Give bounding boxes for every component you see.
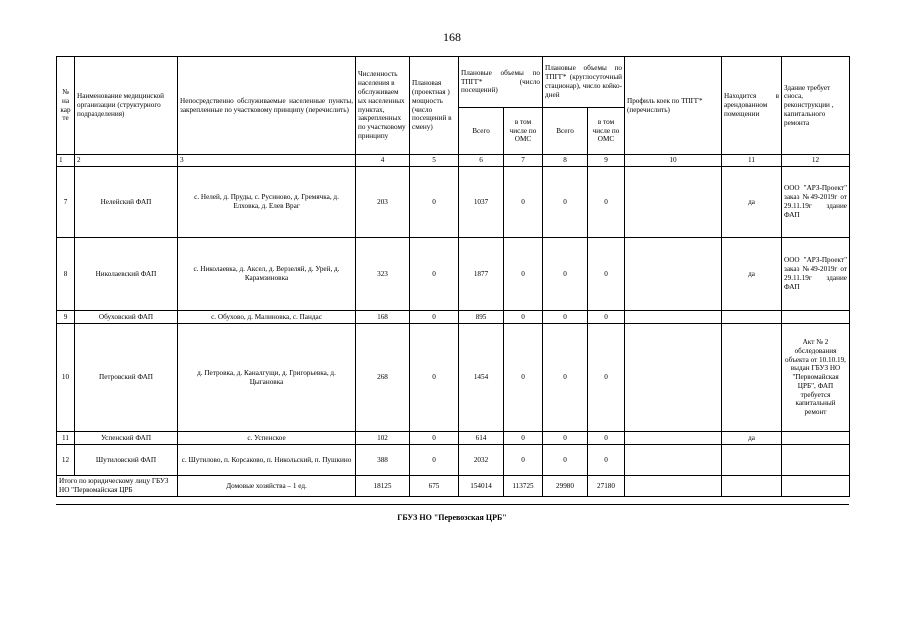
visits-oms: 0 — [504, 432, 543, 445]
table-row — [57, 432, 850, 445]
visits-total: 1037 — [459, 167, 504, 238]
column-number: 3 — [178, 155, 356, 167]
header-cell: Плановая (проектная ) мощность (число посещений в смену) — [410, 57, 459, 155]
visits-total: 1454 — [459, 324, 504, 432]
header-cell: Численность населения в обслуживаем ых населенных пунктах, закрепленных по участковому принципу — [356, 57, 410, 155]
total-beds-total: 29980 — [543, 476, 588, 497]
facility-name: Успенский ФАП — [75, 432, 178, 445]
bed-profile — [625, 311, 722, 324]
repair-note: ООО "АРЗ-Проект" заказ №49-2019г от 29.11.19г здание ФАП — [782, 167, 850, 238]
row-number: 12 — [57, 445, 75, 476]
header-cell: Здание требует сноса, реконструкции , капитального ремонта — [782, 57, 850, 155]
table-row — [57, 167, 850, 238]
beds-total: 0 — [543, 432, 588, 445]
population: 268 — [356, 324, 410, 432]
column-number: 11 — [722, 155, 782, 167]
section-title: ГБУЗ НО "Перевозская ЦРБ" — [397, 513, 507, 522]
facility-name: Нелейский ФАП — [75, 167, 178, 238]
total-repair — [782, 476, 850, 497]
beds-oms: 0 — [588, 167, 625, 238]
capacity: 0 — [410, 445, 459, 476]
total-beds-oms: 27180 — [588, 476, 625, 497]
visits-oms: 0 — [504, 445, 543, 476]
header-cell: Непосредственно обслуживаемые населенные пункты, закрепленные по участковому принципу (перечислить) — [178, 57, 356, 155]
repair-note: Акт № 2 обследования объекта от 10.10.19, выдан ГБУЗ НО "Первомайская ЦРБ", ФАП требуется капитальный ремонт — [782, 324, 850, 432]
column-number-row — [57, 155, 850, 167]
beds-oms: 0 — [588, 324, 625, 432]
total-settlements: Домовые хозяйства – 1 ед. — [178, 476, 356, 497]
row-number: 11 — [57, 432, 75, 445]
bed-profile — [625, 167, 722, 238]
visits-total: 614 — [459, 432, 504, 445]
bed-profile — [625, 432, 722, 445]
rented — [722, 311, 782, 324]
header-cell: № на кар те — [57, 57, 75, 155]
visits-oms: 0 — [504, 238, 543, 311]
visits-total: 2032 — [459, 445, 504, 476]
column-number: 5 — [410, 155, 459, 167]
row-number: 8 — [57, 238, 75, 311]
beds-oms: 0 — [588, 445, 625, 476]
capacity: 0 — [410, 324, 459, 432]
header-cell: Профиль коек по ТПГГ* (перечислить) — [625, 57, 722, 155]
population: 102 — [356, 432, 410, 445]
bed-profile — [625, 238, 722, 311]
table-row — [57, 445, 850, 476]
repair-note — [782, 432, 850, 445]
header-cell: в том числе по ОМС — [588, 108, 625, 155]
capacity: 0 — [410, 238, 459, 311]
capacity: 0 — [410, 167, 459, 238]
section-divider — [56, 504, 849, 505]
beds-total: 0 — [543, 311, 588, 324]
header-cell: Плановые объемы по ТПГГ* (число посещений) — [459, 57, 543, 108]
settlements: с. Обухово, д. Малиновка, с. Пандас — [178, 311, 356, 324]
visits-oms: 0 — [504, 324, 543, 432]
column-number: 8 — [543, 155, 588, 167]
bed-profile — [625, 324, 722, 432]
visits-total: 1877 — [459, 238, 504, 311]
row-number: 7 — [57, 167, 75, 238]
rented: да — [722, 432, 782, 445]
facility-name: Обуховский ФАП — [75, 311, 178, 324]
column-number: 4 — [356, 155, 410, 167]
total-label: Итого по юридическому лицу ГБУЗ НО "Первомайская ЦРБ — [57, 476, 178, 497]
header-row — [57, 57, 850, 108]
settlements: с. Шутилово, п. Корсаково, п. Никольский, п. Пушкино — [178, 445, 356, 476]
row-number: 9 — [57, 311, 75, 324]
rented — [722, 445, 782, 476]
beds-oms: 0 — [588, 238, 625, 311]
total-capacity: 675 — [410, 476, 459, 497]
table-row — [57, 311, 850, 324]
repair-note: ООО "АРЗ-Проект" заказ №49-2019г от 29.11.19г здание ФАП — [782, 238, 850, 311]
page-number: 168 — [443, 30, 461, 44]
header-cell: Плановые объемы по ТПГГ* (круглосуточный стационар), число койко-дней — [543, 57, 625, 108]
visits-oms: 0 — [504, 167, 543, 238]
table-row — [57, 324, 850, 432]
visits-oms: 0 — [504, 311, 543, 324]
capacity: 0 — [410, 432, 459, 445]
total-population: 18125 — [356, 476, 410, 497]
column-number: 12 — [782, 155, 850, 167]
column-number: 2 — [75, 155, 178, 167]
population: 323 — [356, 238, 410, 311]
settlements: с. Успенское — [178, 432, 356, 445]
total-rented — [722, 476, 782, 497]
column-number: 7 — [504, 155, 543, 167]
column-number: 10 — [625, 155, 722, 167]
beds-total: 0 — [543, 324, 588, 432]
facility-name: Шутиловский ФАП — [75, 445, 178, 476]
beds-total: 0 — [543, 167, 588, 238]
column-number: 1 — [57, 155, 75, 167]
bed-profile — [625, 445, 722, 476]
population: 168 — [356, 311, 410, 324]
table-row — [57, 238, 850, 311]
rented: да — [722, 238, 782, 311]
fap-table — [56, 56, 850, 497]
settlements: д. Петровка, д. Каналгущи, д. Григорьевка, д. Цыгановка — [178, 324, 356, 432]
header-cell: Находится в арендованном помещении — [722, 57, 782, 155]
beds-oms: 0 — [588, 311, 625, 324]
column-number: 6 — [459, 155, 504, 167]
population: 203 — [356, 167, 410, 238]
total-row — [57, 476, 850, 497]
rented — [722, 324, 782, 432]
rented: да — [722, 167, 782, 238]
settlements: с. Нелей, д. Пруды, с. Русиново, д. Гремячка, д. Елховка, д. Елев Враг — [178, 167, 356, 238]
settlements: с. Николаевка, д. Аксел, д. Верзеляй, д. Урей, д. Карамзиновка — [178, 238, 356, 311]
row-number: 10 — [57, 324, 75, 432]
header-cell: в том числе по ОМС — [504, 108, 543, 155]
beds-total: 0 — [543, 445, 588, 476]
visits-total: 895 — [459, 311, 504, 324]
repair-note — [782, 311, 850, 324]
header-cell: Наименование медицинской организации (структурного подразделения) — [75, 57, 178, 155]
total-visits-oms: 113725 — [504, 476, 543, 497]
capacity: 0 — [410, 311, 459, 324]
beds-oms: 0 — [588, 432, 625, 445]
facility-name: Петровский ФАП — [75, 324, 178, 432]
total-visits-total: 154014 — [459, 476, 504, 497]
repair-note — [782, 445, 850, 476]
beds-total: 0 — [543, 238, 588, 311]
header-cell: Всего — [459, 108, 504, 155]
facility-name: Николаевский ФАП — [75, 238, 178, 311]
column-number: 9 — [588, 155, 625, 167]
header-cell: Всего — [543, 108, 588, 155]
total-profile — [625, 476, 722, 497]
population: 388 — [356, 445, 410, 476]
